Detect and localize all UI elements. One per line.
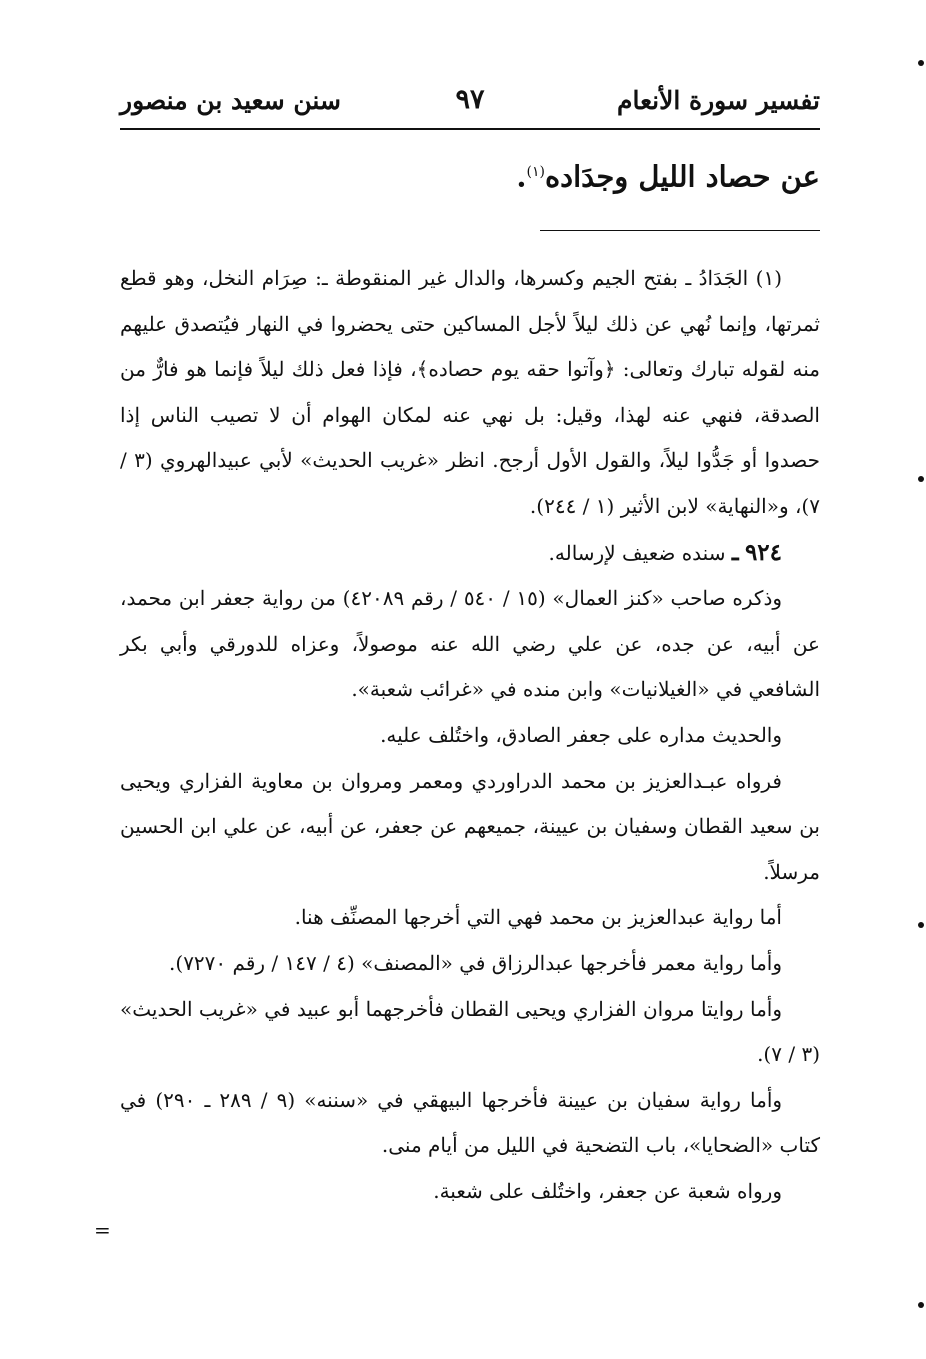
commentary-paragraph: والحديث مداره على جعفر الصادق، واختُلف عليه.	[380, 722, 782, 747]
footnote-reference: (١)	[526, 164, 545, 180]
book-title: سنن سعيد بن منصور	[120, 86, 341, 115]
scan-speck	[918, 476, 924, 482]
main-text-body: عن حصاد الليل وجدَاده	[544, 159, 820, 194]
commentary-paragraph: وأما رواية سفيان بن عيينة فأخرجها البيهقي في «سننه» (٩ / ٢٨٩ ـ ٢٩٠) في كتاب «الضحايا»، باب التضحية في الليل من أيام منى.	[120, 1087, 820, 1158]
page-header	[120, 86, 820, 126]
scan-speck	[918, 922, 924, 928]
main-text	[120, 150, 820, 199]
commentary-paragraph: ورواه شعبة عن جعفر، واختُلف على شعبة.	[433, 1178, 782, 1203]
hadith-grade-line	[120, 530, 820, 577]
commentary-paragraph: أما رواية عبدالعزيز بن محمد فهي التي أخرجها المصنِّف هنا.	[294, 905, 782, 930]
header-divider	[120, 128, 820, 130]
main-text-period: .	[516, 159, 527, 194]
footnote-paragraph: (١) الجَدَادُ ـ بفتح الجيم وكسرها، والدال غير المنقوطة ـ: صِرَام النخل، وهو قطع ثمرتها، وإنما نُهي عن ذلك ليلاً لأجل المساكين حتى يحضروا في النهار فيُتصدق عليهم منه لقوله تبارك وتعالى: ﴿وآتوا حقه يوم حصاده﴾، فإذا فعل ذلك ليلاً فإنما هو فارٌّ من الصدقة، فنهي عنه لهذا، وقيل: بل نهي عنه لمكان الهوام أن لا تصيب الناس إذا حصدوا أو جَدُّوا ليلاً، والقول الأول أرجح. انظر «غريب الحديث» لأبي عبيدالهروي (٣ / ٧)، و«النهاية» لابن الأثير (١ / ٢٤٤).	[120, 266, 820, 518]
hadith-grade: سنده ضعيف لإرساله.	[548, 540, 726, 565]
page-number: ٩٧	[455, 84, 485, 115]
commentary-paragraph: فرواه عبـدالعزيز بن محمد الدراوردي ومعمر ومروان بن معاوية الفزاري ويحيى بن سعيد القطان وسفيان بن عيينة، جميعهم عن جعفر، عن أبيه، عن علي ابن الحسين مرسلاً.	[120, 768, 820, 884]
scan-speck	[918, 60, 924, 66]
footnote-commentary	[120, 256, 820, 1214]
hadith-number: ٩٢٤	[744, 538, 782, 566]
footnote-divider	[540, 230, 820, 231]
chapter-title: تفسير سورة الأنعام	[616, 86, 820, 115]
hadith-dash: ـ	[731, 538, 739, 566]
commentary-paragraph: وأما روايتا مروان الفزاري ويحيى القطان فأخرجهما أبو عبيد في «غريب الحديث» (٣ / ٧).	[120, 996, 820, 1067]
scan-speck	[918, 1302, 924, 1308]
commentary-paragraph: وأما رواية معمر فأخرجها عبدالرزاق في «المصنف» (٤ / ١٤٧ / رقم ٧٢٧٠).	[169, 950, 782, 975]
commentary-paragraph: وذكره صاحب «كنز العمال» (١٥ / ٥٤٠ / رقم ٤٢٠٨٩) من رواية جعفر ابن محمد، عن أبيه، عن جده، عن علي رضي الله عنه موصولاً، وعزاه للدورقي وأبي بكر الشافعي في «الغيلانيات» وابن منده في «غرائب شعبة».	[120, 586, 820, 702]
margin-mark: =	[94, 1218, 111, 1242]
